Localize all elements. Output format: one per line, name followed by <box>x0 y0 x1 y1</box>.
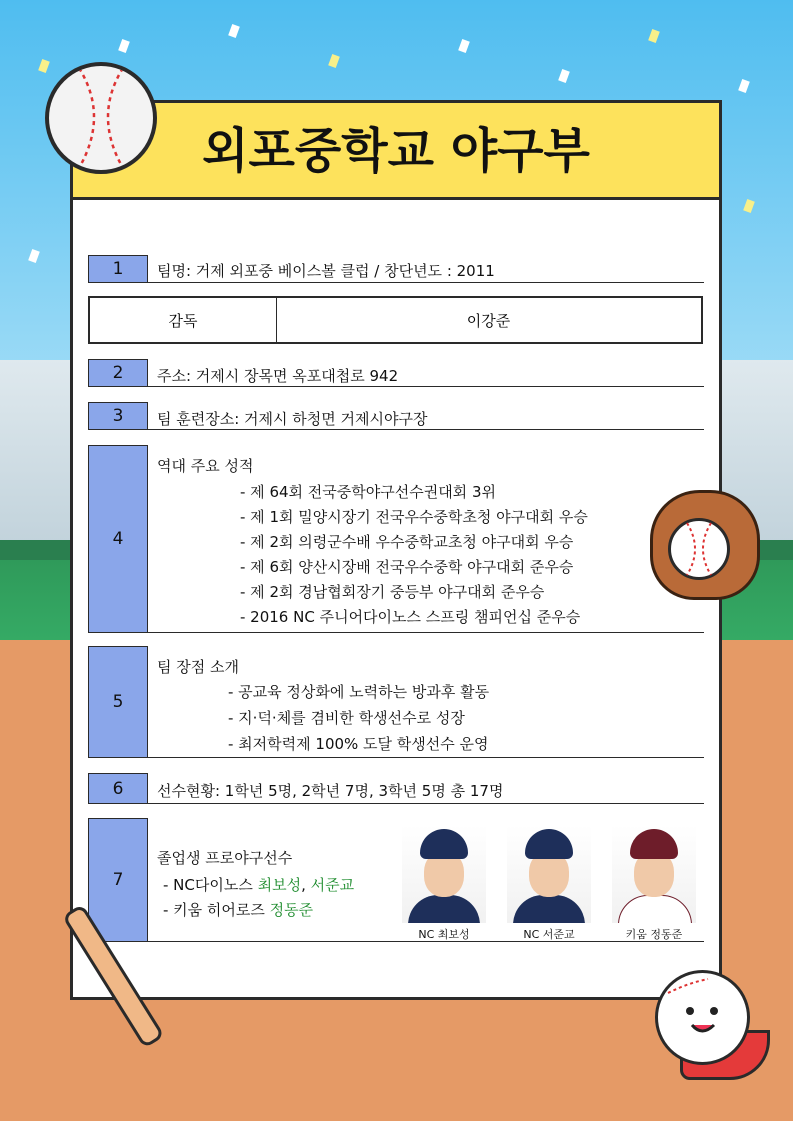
page-title: 외포중학교 야구부 <box>202 123 590 179</box>
photo-caption: NC 서준교 <box>523 928 575 941</box>
player-photo <box>507 825 591 923</box>
nc-alumni-line <box>163 874 354 895</box>
achievement-item: - 2016 NC 주니어다이노스 스프링 챔피언십 준우승 <box>240 608 581 626</box>
strength-item: - 최저학력제 100% 도달 학생선수 운영 <box>228 735 489 753</box>
baseball-glove-icon <box>650 490 760 600</box>
baseball-icon <box>45 62 157 174</box>
achievement-item: - 제 6회 양산시장배 전국우수중학 야구대회 준우승 <box>240 558 574 576</box>
separator: , <box>301 876 311 894</box>
strength-item: - 공교육 정상화에 노력하는 방과후 활동 <box>228 683 490 701</box>
team-label: - 키움 히어로즈 <box>163 901 270 919</box>
divider <box>148 282 704 283</box>
coach-table <box>88 296 703 344</box>
achievement-item: - 제 2회 경남협회장기 중등부 야구대회 준우승 <box>240 583 545 601</box>
baseball-mascot-icon <box>655 970 750 1065</box>
player-photo <box>402 825 486 923</box>
player-name: 서준교 <box>310 876 355 894</box>
photo-caption: NC 최보성 <box>418 928 470 941</box>
coach-label: 감독 <box>90 298 277 342</box>
achievements-heading: 역대 주요 성적 <box>157 457 254 475</box>
team-name-text: 팀명: 거제 외포중 베이스볼 클럽 / 창단년도 : 2011 <box>157 262 495 280</box>
section-number-3: 3 <box>88 402 148 430</box>
player-name: 최보성 <box>257 876 302 894</box>
team-label: - NC다이노스 <box>163 876 258 894</box>
strength-item: - 지·덕·체를 겸비한 학생선수로 성장 <box>228 709 465 727</box>
coach-name: 이강준 <box>466 311 511 330</box>
divider <box>148 386 704 387</box>
achievement-item: - 제 2회 의령군수배 우수중학교초청 야구대회 우승 <box>240 533 574 551</box>
kiwoom-alumni-line <box>163 899 313 920</box>
section-number-6: 6 <box>88 773 148 804</box>
player-photo <box>612 825 696 923</box>
roster-text: 선수현황: 1학년 5명, 2학년 7명, 3학년 5명 총 17명 <box>157 782 504 800</box>
section-number-1: 1 <box>88 255 148 283</box>
pro-alumni-heading: 졸업생 프로야구선수 <box>157 849 293 867</box>
strengths-heading: 팀 장점 소개 <box>157 658 239 676</box>
section-number-7: 7 <box>88 818 148 942</box>
section-number-5: 5 <box>88 646 148 758</box>
section-number-2: 2 <box>88 359 148 387</box>
achievement-item: - 제 64회 전국중학야구선수권대회 3위 <box>240 483 496 501</box>
player-name: 정동준 <box>269 901 314 919</box>
photo-caption: 키움 정동준 <box>625 928 683 941</box>
address-text: 주소: 거제시 장목면 옥포대첩로 942 <box>157 367 399 385</box>
achievement-item: - 제 1회 밀양시장기 전국우수중학초청 야구대회 우승 <box>240 508 588 526</box>
divider <box>148 803 704 804</box>
section-number-4: 4 <box>88 445 148 633</box>
divider <box>148 429 704 430</box>
baseball-icon <box>668 518 730 580</box>
training-place-text: 팀 훈련장소: 거제시 하청면 거제시야구장 <box>157 410 428 428</box>
